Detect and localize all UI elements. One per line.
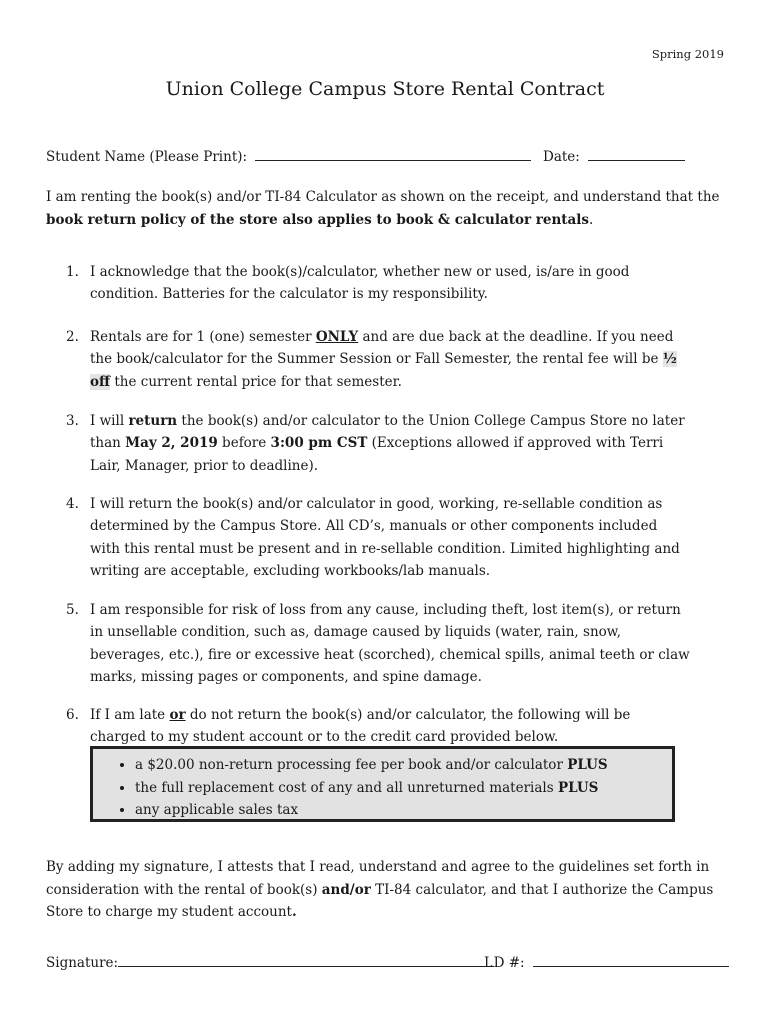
date-field[interactable] (588, 148, 685, 161)
rental-contract-page: Spring 2019 Union College Campus Store Rental Contract Student Name (Please Print): Date: I am renting the book(s) and/or TI-84 Calculator as shown on the receipt, and understand that the book return policy of the store also applies to book & calculator rentals. 1. I acknowledge that the book(s)/calculator, whether new or used, is/are in good condition. Batteries for the calculator is my responsibility. 2. Rentals are for 1 (one) semester ONLY and are due back at the deadline. If you need the book/calculator for the Summer Session or Fall Semester, the rental fee will be ½ off the current rental price for that semester. 3. I will return the book(s) and/or calculator to the Union College Campus Store no later than May 2, 2019 before 3:00 pm CST (Exceptions allowed if approved with Terri Lair, Manager, prior to deadline). 4. I will return the book(s) and/or calculator in good, working, re-sellable condition as determined by the Campus Store. All CD’s, manuals or other components included with this rental must be present and in re-sellable condition. Limited highlighting and writing are acceptable, excluding workbooks/lab manuals. 5. I am responsible for risk of loss from any cause, including theft, lost item(s), or return in unsellable condition, such as, damage caused by liquids (water, rain, snow, beverages, etc.), fire or excessive heat (scorched), chemical spills, animal teeth or claw marks, missing pages or components, and spine damage. 6. If I am late or do not return the book(s) and/or calculator, the following will be charged to my student account or to the credit card provided below. • a $20.00 non-return processing fee per book and/or calculator PLUS • the full replacement cost of any and all unreturned materials PLUS • any applicable sales tax By adding my signature, I attests that I read, understand and agree to the guidelines set forth in consideration with the rental of book(s) and/or TI-84 calculator, and that I authorize the Campus Store to charge my student account. Signature: I.D #: (0, 0, 770, 1024)
charge-item-replacement: • the full replacement cost of any and all unreturned materials PLUS (135, 777, 672, 800)
charge-item-tax: • any applicable sales tax (135, 799, 672, 822)
signature-row (46, 954, 494, 971)
return-emphasis: return (128, 413, 178, 429)
intro-paragraph: I am renting the book(s) and/or TI-84 Calculator as shown on the receipt, and understand that the book return policy of the store also applies to book & calculator rentals. (46, 189, 720, 228)
semester-label: Spring 2019 (651, 47, 724, 61)
and-or-emphasis: and/or (321, 881, 371, 898)
page-title: Union College Campus Store Rental Contract (165, 78, 605, 100)
date-label: Date: (543, 149, 580, 165)
date-row (543, 148, 685, 165)
charges-list (93, 749, 672, 822)
id-row (484, 954, 729, 971)
student-name-label: Student Name (Please Print): (46, 149, 248, 165)
or-emphasis: or (169, 707, 186, 723)
id-field[interactable] (533, 954, 729, 967)
id-label: I.D #: (484, 955, 525, 971)
charges-box (90, 746, 675, 822)
agreement-paragraph: By adding my signature, I attests that I read, understand and agree to the guidelines set forth in consideration with the rental of book(s) and/or TI-84 calculator, and that I authorize the Campus Store to charge my student account. (46, 859, 714, 920)
student-name-row (46, 148, 531, 165)
only-emphasis: ONLY (315, 329, 359, 345)
half-off-highlight: ½ off (90, 351, 677, 390)
student-name-field[interactable] (255, 148, 531, 161)
deadline-time: 3:00 pm CST (270, 435, 368, 452)
charge-item-fee: • a $20.00 non-return processing fee per book and/or calculator PLUS (135, 754, 672, 777)
deadline-date: May 2, 2019 (125, 435, 218, 452)
signature-field[interactable] (118, 954, 494, 967)
policy-bold-text: book return policy of the store also applies to book & calculator rentals (46, 211, 590, 228)
signature-label: Signature: (46, 955, 119, 971)
